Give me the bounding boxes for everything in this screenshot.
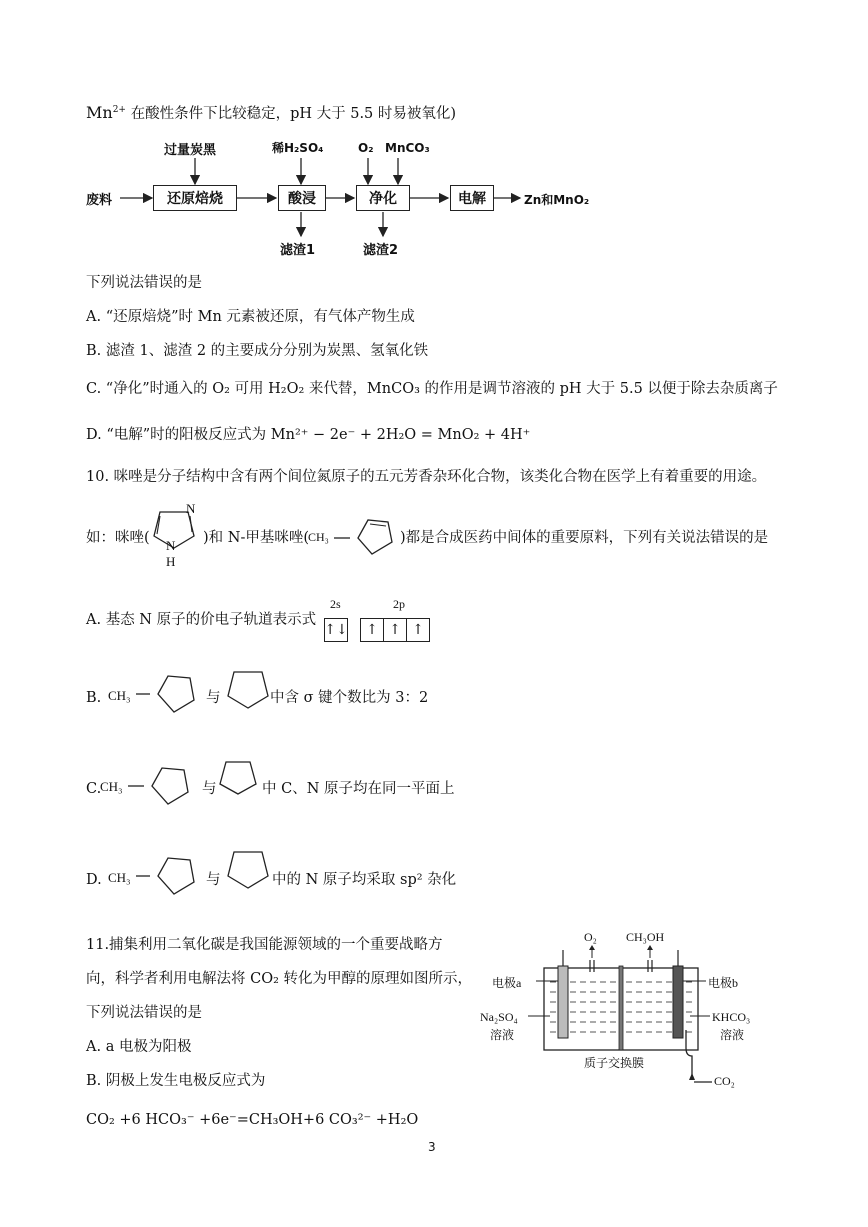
intro-line: [86, 100, 456, 124]
cell-o2-label: O₂: [584, 930, 597, 944]
input-carbon: 过量炭黑: [164, 143, 217, 158]
c-ch3: CH₃: [100, 779, 123, 794]
input-mnco3: MnCO₃: [385, 141, 430, 155]
orbital-2p-label: 2p: [393, 597, 405, 611]
orbital-2s-box: ↑↓: [324, 618, 348, 642]
imidazole-structure: [148, 500, 210, 572]
q10-option-a: A. 基态 N 原子的价电子轨道表示式: [86, 612, 317, 628]
q9-option-a: A. “还原焙烧”时 Mn 元素被还原，有气体产物生成: [86, 309, 415, 325]
n-methyl-ch3: CH₃: [308, 530, 329, 544]
q10-option-c-mid: 与: [202, 781, 217, 797]
q10-line2-c: )都是合成医药中间体的重要原料，下列有关说法错误的是: [400, 530, 769, 546]
q11-line3: 下列说法错误的是: [86, 1005, 202, 1021]
q11-option-a: A. a 电极为阳极: [86, 1039, 192, 1055]
orbital-2s-label: 2s: [330, 597, 341, 611]
q10-line2-a: 如：咪唑(: [86, 530, 150, 546]
imidazole-h: H: [166, 554, 176, 569]
q11-line1: 11.捕集利用二氧化碳是我国能源领域的一个重要战略方: [86, 937, 443, 953]
imidazole-n-top: N: [186, 501, 196, 516]
mn-charge: 2+: [112, 105, 126, 115]
c-imidazole: [216, 752, 266, 816]
electrode-a-label: 电极a: [492, 976, 522, 990]
q10-option-c-prefix: C.: [86, 781, 102, 797]
d-n-methylimidazole: [136, 852, 206, 904]
q9-option-c: C. “净化”时通入的 O₂ 可用 H₂O₂ 来代替，MnCO₃ 的作用是调节溶液的 pH 大于 5.5 以便于除去杂质离子: [86, 381, 778, 397]
q10-line2-b: )和 N-甲基咪唑(: [203, 530, 310, 546]
right-solution-label-2: 溶液: [720, 1028, 745, 1042]
residue-2: 滤渣2: [363, 243, 399, 258]
right-solution-label-1: KHCO₃: [712, 1010, 751, 1024]
input-o2: O₂: [358, 141, 374, 155]
q10-option-d-suffix: 中的 N 原子均采取 sp² 杂化: [272, 872, 457, 888]
c-n-methylimidazole: [128, 760, 202, 812]
d-ch3: CH₃: [108, 870, 131, 885]
residue-1: 滤渣1: [280, 243, 316, 258]
q10-option-b-suffix: 中含 σ 键个数比为 3：2: [270, 690, 429, 706]
q9-stem: 下列说法错误的是: [86, 275, 202, 291]
electrode-b-label: 电极b: [708, 976, 739, 990]
b-ch3: CH₃: [108, 688, 131, 703]
electrolytic-cell-diagram: [480, 930, 780, 1104]
n-methylimidazole-structure: [334, 512, 400, 560]
q10-option-d-prefix: D.: [86, 872, 102, 888]
q11-line2: 向，科学者利用电解法将 CO₂ 转化为甲醇的原理如图所示，: [86, 971, 473, 987]
orbital-2p-box: ↑ ↑ ↑: [360, 618, 430, 642]
q10-option-b-mid: 与: [206, 690, 221, 706]
q10-stem: 10. 咪唑是分子结构中含有两个间位氮原子的五元芳香杂环化合物，该类化合物在医学上有着重要的用途。: [86, 469, 767, 485]
cell-ch3oh-label: CH₃OH: [626, 930, 665, 944]
b-n-methylimidazole: [136, 670, 206, 722]
step-acid-leach: 酸浸: [278, 185, 326, 211]
page-number: 3: [428, 1140, 436, 1154]
left-solution-label-2: 溶液: [490, 1028, 515, 1042]
flow-end: Zn和MnO₂: [524, 193, 590, 207]
q10-option-b-prefix: B.: [86, 690, 102, 706]
q9-option-b: B. 滤渣 1、滤渣 2 的主要成分分别为炭黑、氢氧化铁: [86, 343, 429, 359]
step-roasting: 还原焙烧: [153, 185, 237, 211]
q10-option-d-mid: 与: [206, 872, 221, 888]
imidazole-n-bottom: N: [166, 538, 176, 553]
cell-co2-label: CO₂: [714, 1074, 735, 1088]
step-purify: 净化: [356, 185, 410, 211]
process-flowchart: [80, 138, 640, 263]
q9-option-d: D. “电解”时的阳极反应式为 Mn²⁺ − 2e⁻ + 2H₂O = MnO₂ + 4H⁺: [86, 427, 531, 443]
flow-start: 废料: [86, 193, 113, 208]
mn-symbol: Mn: [86, 102, 113, 122]
left-solution-label-1: Na₂SO₄: [480, 1010, 518, 1024]
q11-equation: CO₂ +6 HCO₃⁻ +6e⁻=CH₃OH+6 CO₃²⁻ +H₂O: [86, 1112, 419, 1128]
input-h2so4: 稀H₂SO₄: [272, 141, 324, 155]
membrane-label: 质子交换膜: [584, 1056, 645, 1070]
q10-option-c-suffix: 中 C、N 原子均在同一平面上: [262, 781, 455, 797]
q11-option-b: B. 阴极上发生电极反应式为: [86, 1073, 266, 1089]
step-electrolysis: 电解: [450, 185, 494, 211]
intro-text: 在酸性条件下比较稳定，pH 大于 5.5 时易被氧化): [125, 105, 457, 122]
